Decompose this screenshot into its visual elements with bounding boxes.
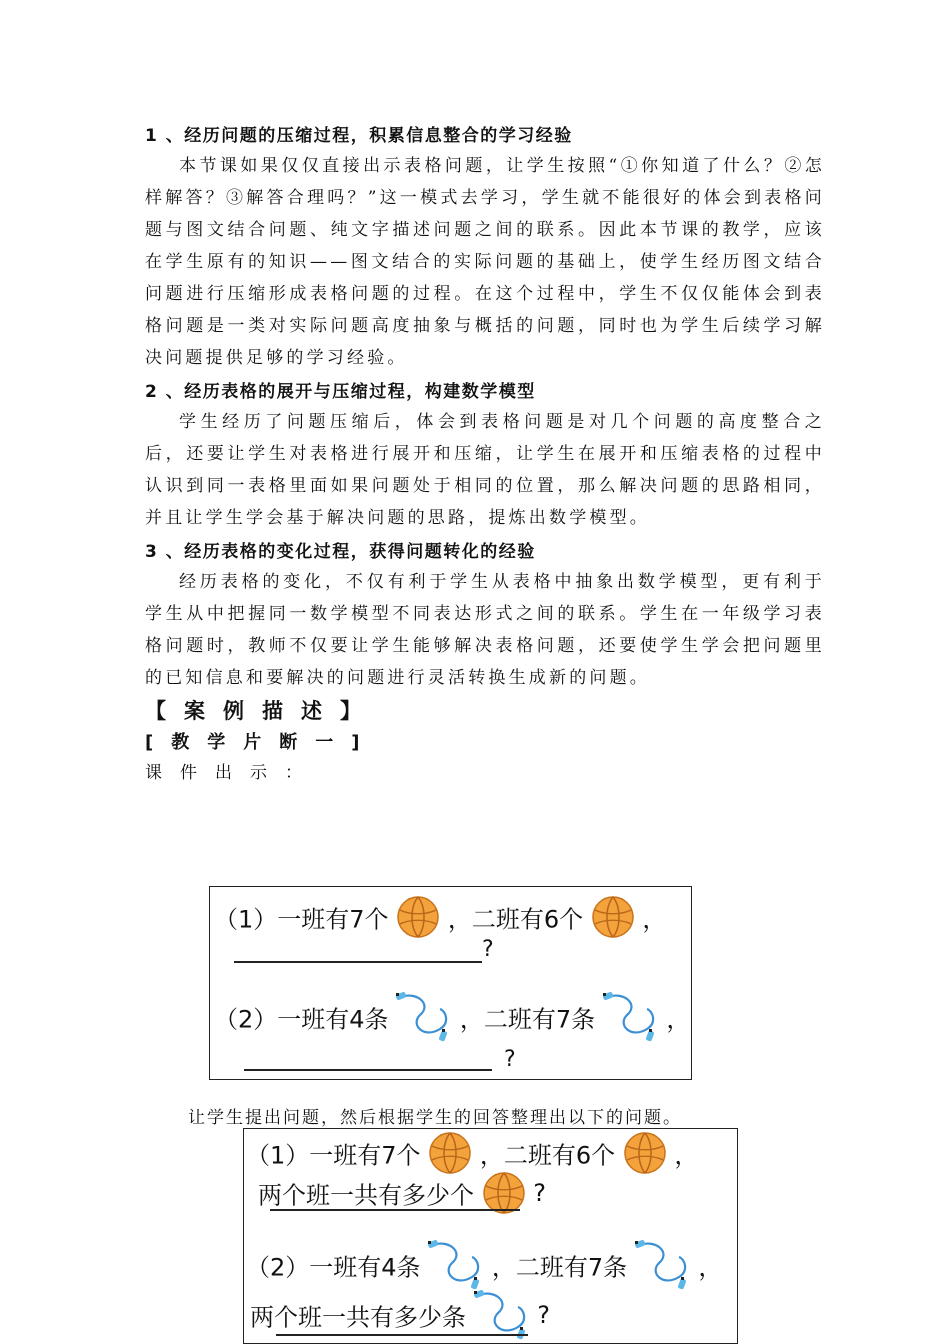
courseware-label: 课件出示： bbox=[145, 763, 320, 783]
class1-text: 一班有4条 bbox=[309, 1253, 421, 1282]
separator: ， bbox=[491, 1253, 516, 1282]
class2-text: 二班有7条 bbox=[515, 1253, 628, 1282]
class2-text: 二班有6个 bbox=[503, 1141, 616, 1170]
section-heading-2: 2 、经历表格的展开与压缩过程，构建数学模型 bbox=[145, 382, 536, 402]
box2-question-2 bbox=[246, 1239, 722, 1291]
trailing-comma: ， bbox=[698, 1253, 723, 1282]
question-mark: ? bbox=[533, 1179, 547, 1207]
fragment-title: [教学片断一] bbox=[145, 732, 378, 753]
section-paragraph-2: 学生经历了问题压缩后，体会到表格问题是对几个问题的高度整合之后，还要让学生对表格进行展开和压缩，让学生在展开和压缩表格的过程中认识到同一表格里面如果问题处于相同的位置，那么解决问题的思路相同，并且让学生学会基于解决问题的思路，提炼出数学模型。 bbox=[145, 412, 825, 528]
jump-rope-icon bbox=[396, 991, 452, 1043]
section-paragraph-3: 经历表格的变化，不仅有利于学生从表格中抽象出数学模型，更有利于学生从中把握同一数学模型不同表达形式之间的联系。学生在一年级学习表格问题时，教师不仅要让学生能够解决表格问题，还要使学生学会把问题里的已知信息和要解决的问题进行灵活转换生成新的问题。 bbox=[145, 572, 825, 688]
basketball-icon bbox=[591, 895, 635, 939]
section-paragraph-1: 本节课如果仅仅直接出示表格问题，让学生按照“①你知道了什么？②怎样解答？③解答合理吗？”这一模式去学习，学生就不能很好的体会到表格问题与图文结合问题、纯文字描述问题之间的联系。因此本节课的教学，应该在学生原有的知识——图文结合的实际问题的基础上，使学生经历图文结合问题进行压缩形成表格问题的过程。在这个过程中，学生不仅仅能体会到表格问题是一类对实际问题高度抽象与概括的问题，同时也为学生后续学习解决问题提供足够的学习经验。 bbox=[145, 156, 825, 368]
trailing-comma: ， bbox=[666, 1005, 691, 1034]
answer-blank-1 bbox=[234, 961, 482, 963]
basketball-icon bbox=[428, 1131, 472, 1175]
question-number: （2） bbox=[246, 1253, 310, 1282]
courseware-box bbox=[209, 886, 692, 1080]
underline-2 bbox=[276, 1334, 528, 1336]
trailing-comma: ， bbox=[674, 1141, 699, 1170]
box1-question-2 bbox=[214, 991, 690, 1043]
section-heading-1: 1 、经历问题的压缩过程，积累信息整合的学习经验 bbox=[145, 126, 573, 146]
class2-text: 二班有7条 bbox=[483, 1005, 596, 1034]
question-text: 两个班一共有多少个 bbox=[258, 1181, 474, 1210]
document-page bbox=[145, 118, 825, 788]
box1-question-1 bbox=[214, 895, 666, 939]
question-number: （2） bbox=[214, 1005, 278, 1034]
basketball-icon bbox=[396, 895, 440, 939]
separator: ， bbox=[479, 1141, 504, 1170]
section-heading-3: 3 、经历表格的变化过程，获得问题转化的经验 bbox=[145, 542, 536, 562]
caption-text: 让学生提出问题，然后根据学生的回答整理出以下的问题。 bbox=[188, 1108, 682, 1128]
underline-1 bbox=[270, 1209, 520, 1211]
class2-text: 二班有6个 bbox=[471, 905, 584, 934]
question-mark-2: ? bbox=[504, 1047, 516, 1072]
case-title: 【案例描述】 bbox=[145, 699, 379, 723]
separator: ， bbox=[447, 905, 472, 934]
question-number: （1） bbox=[214, 905, 278, 934]
jump-rope-icon bbox=[603, 991, 659, 1043]
jump-rope-icon bbox=[428, 1239, 484, 1291]
trailing-comma: ， bbox=[642, 905, 667, 934]
question-mark-1: ? bbox=[482, 937, 494, 962]
separator: ， bbox=[459, 1005, 484, 1034]
organized-questions-box bbox=[243, 1128, 738, 1344]
class1-text: 一班有7个 bbox=[277, 905, 389, 934]
question-mark: ? bbox=[537, 1301, 551, 1329]
answer-blank-2 bbox=[244, 1069, 492, 1071]
class1-text: 一班有4条 bbox=[277, 1005, 389, 1034]
jump-rope-icon bbox=[635, 1239, 691, 1291]
basketball-icon bbox=[623, 1131, 667, 1175]
box2-question-1 bbox=[246, 1131, 698, 1175]
question-number: （1） bbox=[246, 1141, 310, 1170]
question-text: 两个班一共有多少条 bbox=[250, 1303, 466, 1332]
class1-text: 一班有7个 bbox=[309, 1141, 421, 1170]
